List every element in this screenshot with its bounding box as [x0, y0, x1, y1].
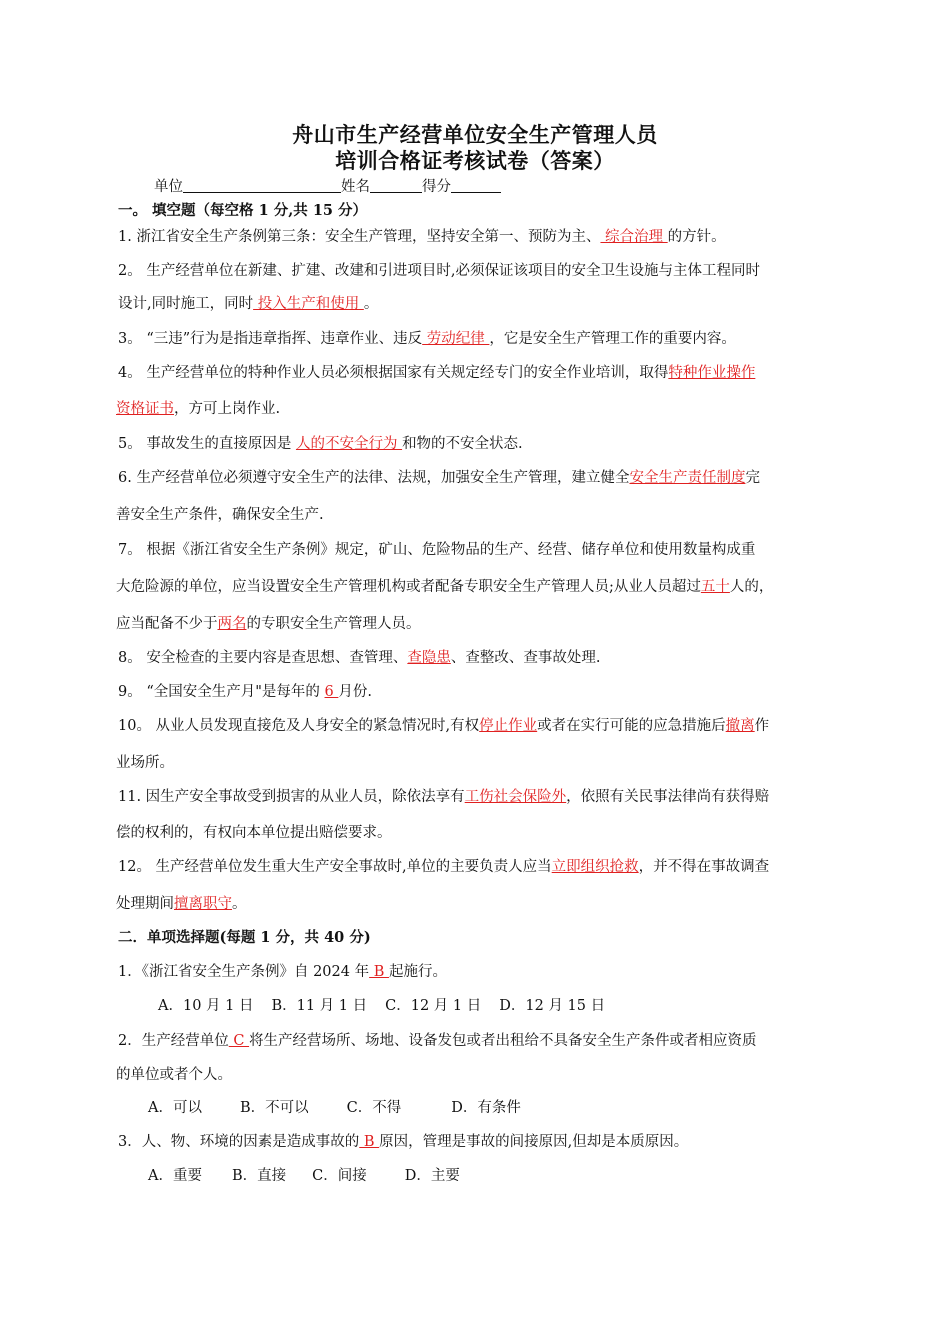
question-6-line-2: 善安全生产条件，确保安全生产. [116, 507, 324, 523]
question-9: 9。 “全国安全生产月"是每年的 6 月份. [118, 684, 372, 700]
question-2-line-1: 2。 生产经营单位在新建、扩建、改建和引进项目时,必须保证该项目的安全卫生设施与主体工程同时 [118, 263, 760, 279]
choice-3-options [148, 1166, 460, 1186]
answer-text: B [369, 964, 389, 980]
answer-text: 工伤社会保险外 [464, 789, 567, 805]
question-11-line-1: 11. 因生产安全事故受到损害的从业人员，除依法享有工伤社会保险外，依照有关民事法律尚有获得赔 [118, 789, 770, 805]
question-7-line-2: 大危险源的单位，应当设置安全生产管理机构或者配备专职安全生产管理人员;从业人员超过五十人的， [116, 579, 774, 595]
question-10-line-2: 业场所。 [116, 755, 174, 771]
unit-blank [183, 177, 341, 193]
score-label: 得分 [422, 179, 451, 195]
question-2-line-2: 设计,同时施工，同时 投入生产和使用 。 [118, 296, 379, 312]
title-line-1: 舟山市生产经营单位安全生产管理人员 [292, 122, 658, 147]
score-blank [451, 177, 501, 193]
choice-2-options [148, 1098, 521, 1118]
choice-3: 3．人、物、环境的因素是造成事故的 B 原因，管理是事故的间接原因,但却是本质原因。 [118, 1134, 689, 1150]
question-5: 5。 事故发生的直接原因是 人的不安全行为 和物的不安全状态. [118, 436, 523, 452]
question-4-line-2: 资格证书，方可上岗作业. [116, 401, 281, 417]
question-4-line-1: 4。 生产经营单位的特种作业人员必须根据国家有关规定经专门的安全作业培训，取得特种作业操作 [118, 365, 756, 381]
option-d: D．有条件 [451, 1100, 521, 1116]
answer-text: 6 [324, 684, 339, 700]
question-11-line-2: 偿的权利的，有权向本单位提出赔偿要求。 [116, 825, 392, 841]
question-8: 8。 安全检查的主要内容是查思想、查管理、查隐患、查整改、查事故处理. [118, 650, 601, 666]
option-b: B．11 月 1 日 [271, 998, 368, 1014]
question-12-line-1: 12。 生产经营单位发生重大生产安全事故时,单位的主要负责人应当立即组织抢救，并不得在事故调查 [118, 859, 770, 875]
answer-text: 劳动纪律 [422, 331, 490, 347]
unit-label: 单位 [154, 179, 183, 195]
title-line-2: 培训合格证考核试卷（答案） [335, 148, 615, 173]
question-6-line-1: 6. 生产经营单位必须遵守安全生产的法律、法规，加强安全生产管理，建立健全安全生产责任制度完 [118, 470, 760, 486]
section2-heading: 二．单项选择题(每题 1 分，共 40 分) [118, 929, 371, 946]
name-label: 姓名 [341, 179, 370, 195]
answer-text: 综合治理 [600, 229, 668, 245]
question-12-line-2: 处理期间擅离职守。 [116, 896, 247, 912]
answer-text: 两名 [217, 616, 247, 632]
answer-text: 擅离职守 [174, 896, 232, 912]
answer-text: 停止作业 [479, 718, 538, 734]
option-c: C．间接 [312, 1168, 367, 1184]
question-7-line-1: 7。 根据《浙江省安全生产条例》规定，矿山、危险物品的生产、经营、储存单位和使用数量构成重 [118, 542, 756, 558]
section1-heading: 一。 填空题（每空格 1 分,共 15 分） [118, 202, 368, 219]
answer-text: 撤离 [725, 718, 755, 734]
question-10-line-1: 10。 从业人员发现直接危及人身安全的紧急情况时,有权停止作业或者在实行可能的应急措施后撤离作 [118, 718, 770, 734]
choice-2-line-2: 的单位或者个人。 [116, 1067, 232, 1083]
choice-1-options [158, 996, 605, 1016]
option-c: C．不得 [346, 1100, 402, 1116]
answer-text: 安全生产责任制度 [629, 470, 746, 486]
answer-text: 特种作业操作 [668, 365, 756, 381]
question-7-line-3: 应当配备不少于两名的专职安全生产管理人员。 [116, 616, 421, 632]
option-b: B．不可以 [239, 1100, 309, 1116]
option-a: A．10 月 1 日 [158, 998, 254, 1014]
option-b: B．直接 [231, 1168, 287, 1184]
answer-text: 人的不安全行为 [295, 436, 403, 452]
question-1: 1. 浙江省安全生产条例第三条：安全生产管理，坚持安全第一、预防为主、 综合治理 的方针。 [118, 229, 726, 245]
choice-1: 1．《浙江省安全生产条例》自 2024 年 B 起施行。 [118, 964, 447, 980]
name-blank [370, 177, 422, 193]
option-a: A．重要 [148, 1168, 202, 1184]
answer-text: 五十 [700, 579, 730, 595]
answer-text: 资格证书 [116, 401, 174, 417]
choice-2-line-1: 2．生产经营单位 C 将生产经营场所、场地、设备发包或者出租给不具备安全生产条件或者相应资质 [118, 1033, 757, 1049]
answer-text: 投入生产和使用 [253, 296, 364, 312]
option-c: C．12 月 1 日 [385, 998, 482, 1014]
answer-text: 立即组织抢救 [551, 859, 639, 875]
option-d: D．主要 [404, 1168, 460, 1184]
option-a: A．可以 [148, 1100, 202, 1116]
option-d: D．12 月 15 日 [499, 998, 606, 1014]
question-3: 3。 “三违”行为是指违章指挥、违章作业、违反 劳动纪律 ，它是安全生产管理工作的重要内容。 [118, 331, 736, 347]
answer-text: B [359, 1134, 380, 1150]
header-fields [154, 177, 501, 197]
answer-text: C [228, 1033, 250, 1049]
answer-text: 查隐患 [407, 650, 451, 666]
